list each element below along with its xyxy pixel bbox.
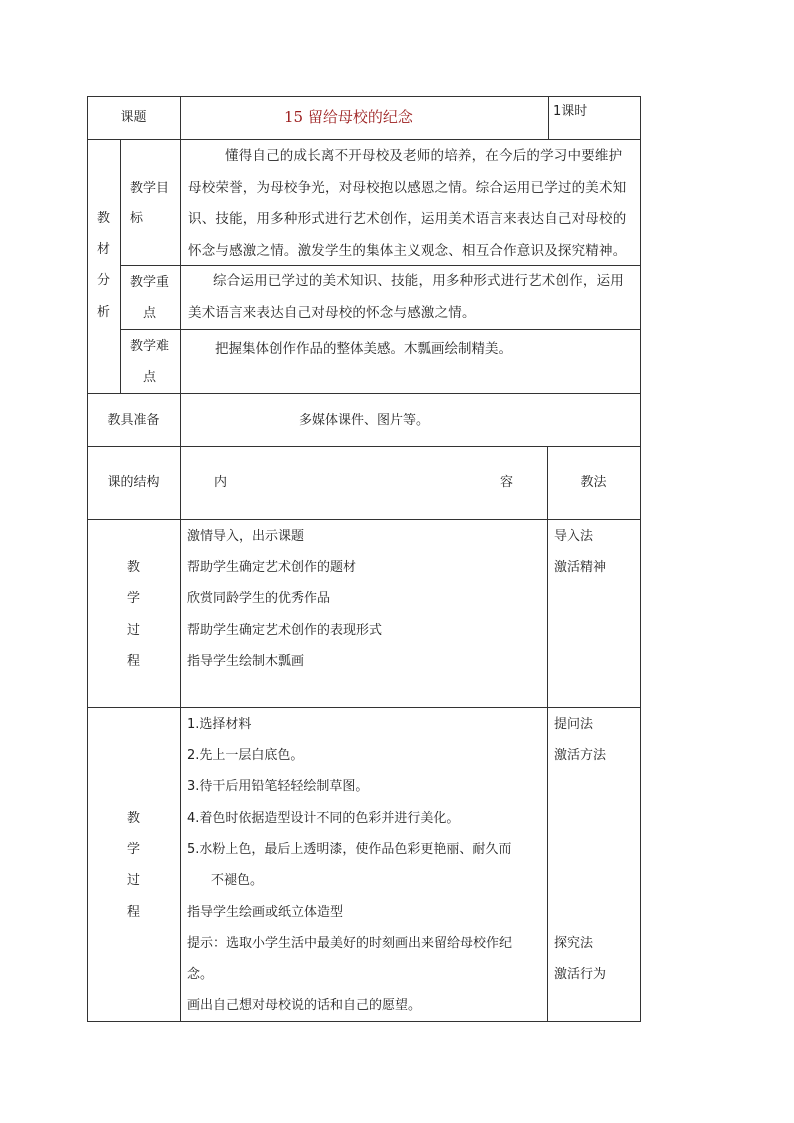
- process1-method: 导入法: [554, 529, 594, 544]
- analysis-side-char: 材: [96, 242, 110, 257]
- table-rule-after-process1: [87, 707, 641, 708]
- lesson-title: 15 留给母校的纪念: [284, 108, 413, 126]
- process2-method: 激活方法: [554, 748, 607, 763]
- key-label-line: 点: [143, 306, 157, 321]
- materials-value: 多媒体课件、图片等。: [298, 413, 429, 428]
- table-rule-after-materials: [87, 446, 641, 447]
- analysis-side-char: 教: [96, 211, 110, 226]
- process2-step: 提示：选取小学生活中最美好的时刻画出来留给母校作纪: [187, 936, 513, 951]
- table-border-right: [640, 96, 641, 1022]
- process2-step: 不褪色。: [211, 873, 264, 888]
- difficulty-label-line: 点: [143, 370, 157, 385]
- process1-method: 激活精神: [554, 560, 607, 575]
- goals-label-line: 标: [130, 211, 144, 226]
- process1-side-char: 教: [126, 560, 140, 575]
- process2-side-char: 程: [126, 905, 140, 920]
- lesson-label: 课题: [120, 110, 147, 125]
- key-label-line: 教学重: [130, 275, 170, 290]
- table-col-divider-method: [547, 446, 548, 1022]
- process2-method: 探究法: [554, 936, 594, 951]
- process2-side-char: 教: [126, 811, 140, 826]
- process2-step: 5.水粉上色，最后上透明漆，使作品色彩更艳丽、耐久而: [187, 842, 512, 857]
- lesson-hours: 1课时: [553, 104, 588, 119]
- difficulty-label-line: 教学难: [130, 339, 170, 354]
- table-rule-after-title: [87, 139, 641, 140]
- difficulty-text: 把握集体创作作品的整体美感。木瓢画绘制精美。: [215, 341, 512, 357]
- content-heading-right: 容: [500, 475, 514, 490]
- table-col-divider-hours: [548, 96, 549, 140]
- process1-step: 帮助学生确定艺术创作的表现形式: [187, 623, 383, 638]
- table-col-divider-analysis-sub: [120, 139, 121, 394]
- goals-label-line: 教学目: [130, 181, 170, 196]
- content-heading-left: 内: [214, 475, 228, 490]
- process1-side-char: 程: [126, 654, 140, 669]
- table-col-divider-analysis-main: [180, 139, 181, 394]
- table-rule-after-analysis: [87, 393, 641, 394]
- process2-step: 3.待干后用铅笔轻轻绘制草图。: [187, 779, 369, 794]
- table-rule-after-key: [120, 329, 641, 330]
- process2-step: 指导学生绘画或纸立体造型: [187, 905, 344, 920]
- key-text: 综合运用已学过的美术知识、技能，用多种形式进行艺术创作，运用美术语言来表达自己对母校的怀念与感激之情。: [188, 273, 624, 321]
- process1-step: 指导学生绘制木瓢画: [187, 654, 305, 669]
- process2-step: 画出自己想对母校说的话和自己的愿望。: [187, 998, 422, 1013]
- table-border-top: [87, 96, 641, 97]
- process1-step: 欣赏同龄学生的优秀作品: [187, 591, 331, 606]
- process1-step: 激情导入，出示课题: [187, 529, 305, 544]
- table-col-divider-main: [180, 96, 181, 140]
- goals-text: 懂得自己的成长离不开母校及老师的培养，在今后的学习中要维护母校荣誉，为母校争光，对母校抱以感恩之情。综合运用已学过的美术知识、技能，用多种形式进行艺术创作，运用美术语言来表达自己对母校的怀念与感激之情。激发学生的集体主义观念、相互合作意识及探究精神。: [188, 148, 627, 259]
- process2-step: 4.着色时依据造型设计不同的色彩并进行美化。: [187, 811, 460, 826]
- process2-side-char: 学: [126, 842, 140, 857]
- process2-step: 念。: [187, 967, 214, 982]
- table-rule-after-structure: [87, 519, 641, 520]
- structure-label: 课的结构: [107, 475, 160, 490]
- analysis-side-char: 析: [96, 305, 110, 320]
- process1-side-char: 过: [126, 623, 140, 638]
- process2-step: 2.先上一层白底色。: [187, 748, 304, 763]
- table-col-divider-main: [180, 393, 181, 1022]
- method-heading: 教法: [580, 475, 607, 490]
- materials-label: 教具准备: [107, 413, 160, 428]
- process1-step: 帮助学生确定艺术创作的题材: [187, 560, 357, 575]
- process2-side-char: 过: [126, 873, 140, 888]
- analysis-side-char: 分: [96, 273, 110, 288]
- process2-method: 提问法: [554, 717, 594, 732]
- process1-side-char: 学: [126, 591, 140, 606]
- process2-method: 激活行为: [554, 967, 607, 982]
- table-border-bottom: [87, 1021, 641, 1022]
- process2-step: 1.选择材料: [187, 717, 252, 732]
